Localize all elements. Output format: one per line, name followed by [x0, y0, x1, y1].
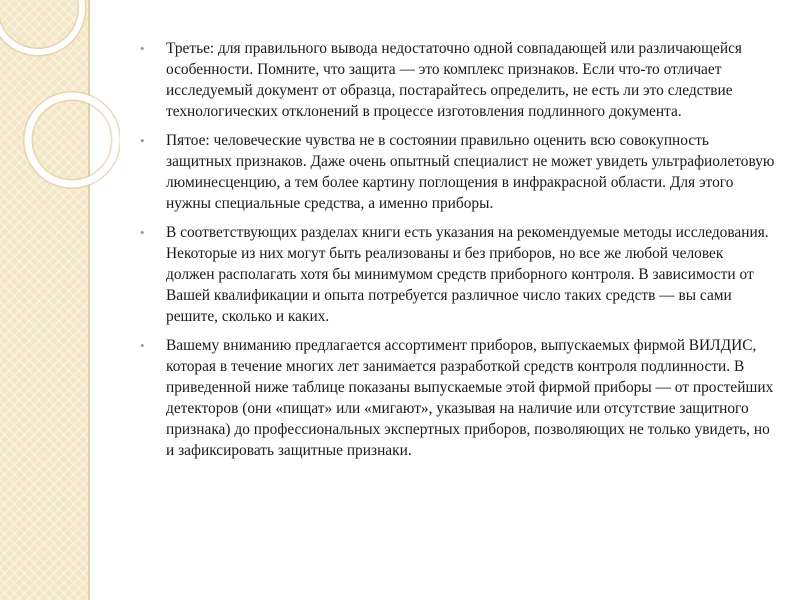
side-panel-border: [88, 0, 90, 600]
bullet-text: Третье: для правильного вывода недостаточно одной совпадающей или различающейся особенности. Помните, что защита — это комплекс признаков. Если что-то отличает исследуемый документ от образца, постарайтесь определить, не есть ли это следствие технологических отклонений в процессе изготовления подлинного документа.: [166, 40, 742, 120]
bullet-list: [140, 38, 775, 469]
bullet-item-4: [140, 335, 775, 461]
bullet-item-1: [140, 38, 775, 122]
bullet-icon: •: [140, 41, 145, 56]
bullet-icon: •: [140, 133, 145, 148]
bullet-item-2: [140, 130, 775, 214]
bullet-text: Пятое: человеческие чувства не в состоянии правильно оценить всю совокупность защитных признаков. Даже очень опытный специалист не может увидеть ультрафиолетовую люминесценцию, а тем более картину поглощения в инфракрасной области. Для этого нужны специальные средства, а именно приборы.: [166, 132, 775, 212]
bullet-text: В соответствующих разделах книги есть указания на рекомендуемые методы исследования. Некоторые из них могут быть реализованы и без приборов, но все же любой человек должен располагать хотя бы минимумом средств приборного контроля. В зависимости от Вашей квалификации и опыта потребуется различное число таких средств — вы сами решите, сколько и каких.: [166, 224, 769, 325]
decorative-side-panel: [0, 0, 88, 600]
bullet-item-3: [140, 222, 775, 327]
bullet-icon: •: [140, 338, 145, 353]
bullet-text: Вашему вниманию предлагается ассортимент приборов, выпускаемых фирмой ВИЛДИС, которая в течение многих лет занимается разработкой средств контроля подлинности. В приведенной ниже таблице показаны выпускаемые этой фирмой приборы — от простейших детекторов (они «пищат» или «мигают», указывая на наличие или отсутствие защитного признака) до профессиональных экспертных приборов, позволяющих не только увидеть, но и зафиксировать защитные признаки.: [166, 337, 774, 459]
bullet-icon: •: [140, 225, 145, 240]
